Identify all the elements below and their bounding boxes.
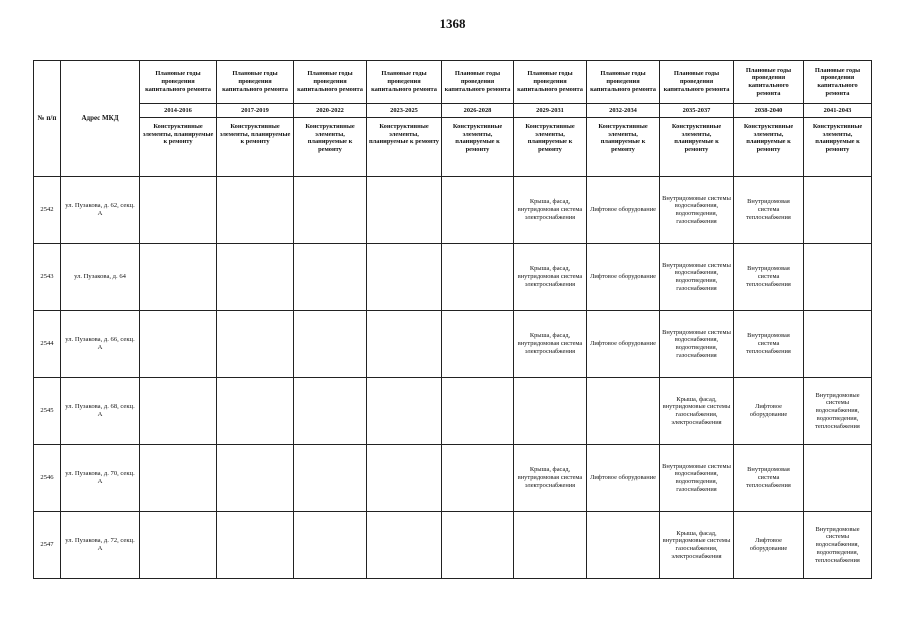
table-cell: Лифтовое оборудование [587, 177, 660, 244]
table-cell [367, 378, 442, 445]
header-num: № п/п [34, 61, 61, 177]
header-elements: Конструктивные элементы, планируемые к ремонту [367, 118, 442, 177]
table-cell [514, 378, 587, 445]
table-cell: Внутридомовая система теплоснабжения [734, 311, 804, 378]
table-row [34, 512, 872, 579]
table-cell [140, 445, 217, 512]
table-cell: Внутридомовая система теплоснабжения [734, 445, 804, 512]
table-cell [140, 512, 217, 579]
header-period: 2026-2028 [442, 104, 514, 118]
table-cell [514, 512, 587, 579]
table-cell: Крыша, фасад, внутридомовые системы газоснабжения, электроснабжения [660, 512, 734, 579]
header-elements: Конструктивные элементы, планируемые к ремонту [442, 118, 514, 177]
table-cell [804, 445, 872, 512]
table-row [34, 311, 872, 378]
table-cell: Внутридомовые системы водоснабжения, водоотведения, газоснабжения [660, 244, 734, 311]
table-cell [217, 445, 294, 512]
table-cell [217, 177, 294, 244]
header-title: Плановые годы проведения капитального ремонта [804, 61, 872, 104]
table-cell: Лифтовое оборудование [587, 244, 660, 311]
header-title: Плановые годы проведения капитального ремонта [367, 61, 442, 104]
table-cell [587, 378, 660, 445]
table-cell [294, 177, 367, 244]
table-cell [442, 244, 514, 311]
header-title: Плановые годы проведения капитального ремонта [294, 61, 367, 104]
header-elements: Конструктивные элементы, планируемые к ремонту [587, 118, 660, 177]
row-number: 2546 [34, 445, 61, 512]
table-cell [587, 512, 660, 579]
row-number: 2545 [34, 378, 61, 445]
table-cell: Внутридомовая система теплоснабжения [734, 177, 804, 244]
row-number: 2547 [34, 512, 61, 579]
table-row [34, 378, 872, 445]
table-cell [294, 378, 367, 445]
table-cell: Лифтовое оборудование [734, 512, 804, 579]
table-cell [367, 311, 442, 378]
table-row [34, 177, 872, 244]
header-period: 2014-2016 [140, 104, 217, 118]
table-cell [442, 512, 514, 579]
table-cell: Крыша, фасад, внутридомовая система электроснабжения [514, 244, 587, 311]
header-elements: Конструктивные элементы, планируемые к ремонту [660, 118, 734, 177]
header-title: Плановые годы проведения капитального ремонта [442, 61, 514, 104]
table-row [34, 445, 872, 512]
table-cell [804, 177, 872, 244]
table-cell: Лифтовое оборудование [734, 378, 804, 445]
table-cell [294, 244, 367, 311]
header-elements: Конструктивные элементы, планируемые к ремонту [804, 118, 872, 177]
header-elements: Конструктивные элементы, планируемые к ремонту [734, 118, 804, 177]
table-cell [367, 512, 442, 579]
header-title: Плановые годы проведения капитального ремонта [734, 61, 804, 104]
table-cell [140, 177, 217, 244]
table-cell [367, 177, 442, 244]
table-cell: Крыша, фасад, внутридомовые системы газоснабжения, электроснабжения [660, 378, 734, 445]
header-period: 2032-2034 [587, 104, 660, 118]
table-cell [140, 244, 217, 311]
row-address: ул. Пузакова, д. 70, секц. А [61, 445, 140, 512]
table-cell: Крыша, фасад, внутридомовая система электроснабжения [514, 445, 587, 512]
table-cell [804, 311, 872, 378]
table-cell [442, 311, 514, 378]
row-address: ул. Пузакова, д. 66, секц. А [61, 311, 140, 378]
table-cell [367, 445, 442, 512]
table-cell [367, 244, 442, 311]
header-period: 2038-2040 [734, 104, 804, 118]
row-address: ул. Пузакова, д. 62, секц. А [61, 177, 140, 244]
row-number: 2544 [34, 311, 61, 378]
table-body [34, 177, 872, 579]
header-period: 2029-2031 [514, 104, 587, 118]
table-cell [217, 512, 294, 579]
table-cell: Внутридомовые системы водоснабжения, водоотведения, газоснабжения [660, 445, 734, 512]
header-period: 2017-2019 [217, 104, 294, 118]
table-cell: Внутридомовые системы водоснабжения, водоотведения, теплоснабжения [804, 378, 872, 445]
table-cell: Лифтовое оборудование [587, 311, 660, 378]
header-period: 2035-2037 [660, 104, 734, 118]
row-number: 2543 [34, 244, 61, 311]
table-row [34, 244, 872, 311]
header-elements: Конструктивные элементы, планируемые к ремонту [140, 118, 217, 177]
header-address: Адрес МКД [61, 61, 140, 177]
header-elements: Конструктивные элементы, планируемые к ремонту [514, 118, 587, 177]
table-header [34, 61, 872, 177]
header-period: 2023-2025 [367, 104, 442, 118]
header-elements: Конструктивные элементы, планируемые к ремонту [294, 118, 367, 177]
table-cell [217, 311, 294, 378]
table-cell [442, 378, 514, 445]
table-cell: Внутридомовые системы водоснабжения, водоотведения, газоснабжения [660, 177, 734, 244]
table-cell [140, 378, 217, 445]
table-cell: Внутридомовые системы водоснабжения, водоотведения, газоснабжения [660, 311, 734, 378]
row-address: ул. Пузакова, д. 68, секц. А [61, 378, 140, 445]
table-cell [442, 177, 514, 244]
header-title: Плановые годы проведения капитального ремонта [514, 61, 587, 104]
table-cell: Лифтовое оборудование [587, 445, 660, 512]
repair-schedule-table [33, 60, 872, 579]
header-title: Плановые годы проведения капитального ремонта [587, 61, 660, 104]
header-period: 2041-2043 [804, 104, 872, 118]
table-cell [442, 445, 514, 512]
table-cell: Крыша, фасад, внутридомовая система электроснабжения [514, 177, 587, 244]
table-cell: Внутридомовые системы водоснабжения, водоотведения, теплоснабжения [804, 512, 872, 579]
table-cell [140, 311, 217, 378]
row-address: ул. Пузакова, д. 64 [61, 244, 140, 311]
row-address: ул. Пузакова, д. 72, секц. А [61, 512, 140, 579]
table-cell [294, 311, 367, 378]
table-cell [217, 244, 294, 311]
header-title: Плановые годы проведения капитального ремонта [217, 61, 294, 104]
table-cell [217, 378, 294, 445]
table-cell [294, 445, 367, 512]
header-title: Плановые годы проведения капитального ремонта [140, 61, 217, 104]
table-cell: Крыша, фасад, внутридомовая система электроснабжения [514, 311, 587, 378]
header-title: Плановые годы проведения капитального ремонта [660, 61, 734, 104]
table-cell [804, 244, 872, 311]
page-number: 1368 [439, 16, 466, 31]
header-period: 2020-2022 [294, 104, 367, 118]
header-elements: Конструктивные элементы, планируемые к ремонту [217, 118, 294, 177]
row-number: 2542 [34, 177, 61, 244]
table-cell [294, 512, 367, 579]
table-cell: Внутридомовая система теплоснабжения [734, 244, 804, 311]
